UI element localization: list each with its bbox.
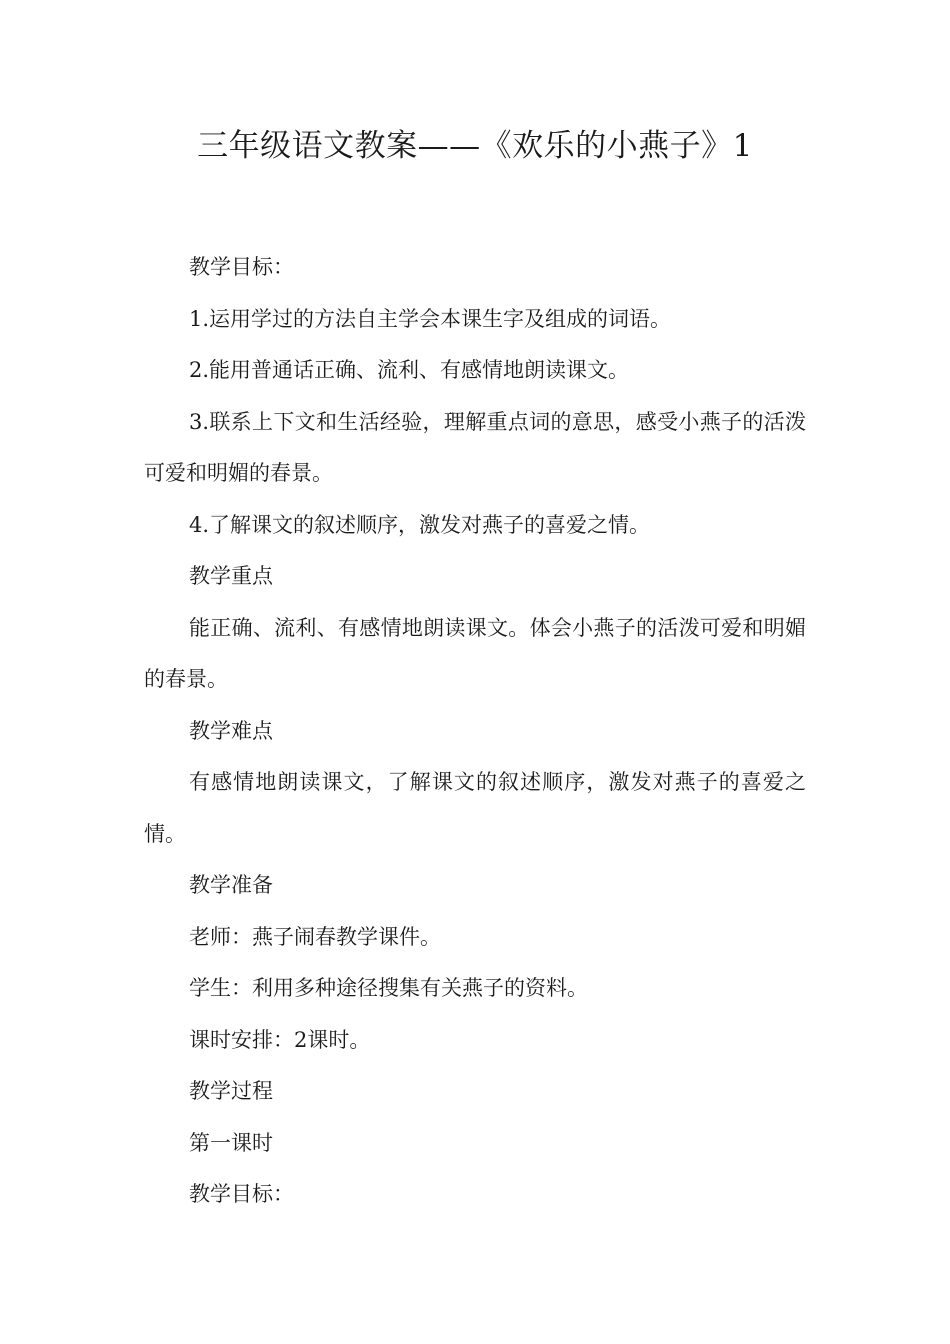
- paragraph-schedule: 课时安排：2课时。: [189, 1027, 371, 1052]
- paragraph-teacher-preparation: 老师：燕子闹春教学课件。: [189, 924, 441, 949]
- paragraph-goal-4: 4.了解课文的叙述顺序，激发对燕子的喜爱之情。: [189, 512, 651, 537]
- paragraph-difficulties-heading: 教学难点: [189, 718, 273, 743]
- paragraph-goal-1: 1.运用学过的方法自主学会本课生字及组成的词语。: [189, 306, 672, 331]
- paragraph-student-preparation: 学生：利用多种途径搜集有关燕子的资料。: [189, 976, 588, 1000]
- paragraph-difficulties: 有感情地朗读课文，了解课文的叙述顺序，激发对燕子的喜爱之情。: [144, 770, 806, 846]
- paragraph-teaching-goals-heading-2: 教学目标：: [189, 1182, 294, 1206]
- paragraph-key-points: 能正确、流利、有感情地朗读课文。体会小燕子的活泼可爱和明媚的春景。: [144, 615, 806, 691]
- paragraph-teaching-goals-heading: 教学目标：: [189, 255, 294, 279]
- paragraph-first-lesson: 第一课时: [189, 1130, 273, 1155]
- paragraph-process-heading: 教学过程: [189, 1079, 273, 1103]
- document-body: [144, 242, 806, 1221]
- paragraph-goal-3: 3.联系上下文和生活经验，理解重点词的意思，感受小燕子的活泼可爱和明媚的春景。: [144, 409, 806, 485]
- document-title: 三年级语文教案——《欢乐的小燕子》1: [197, 128, 753, 164]
- paragraph-goal-2: 2.能用普通话正确、流利、有感情地朗读课文。: [189, 358, 630, 382]
- paragraph-preparation-heading: 教学准备: [189, 873, 273, 897]
- paragraph-key-points-heading: 教学重点: [189, 564, 273, 588]
